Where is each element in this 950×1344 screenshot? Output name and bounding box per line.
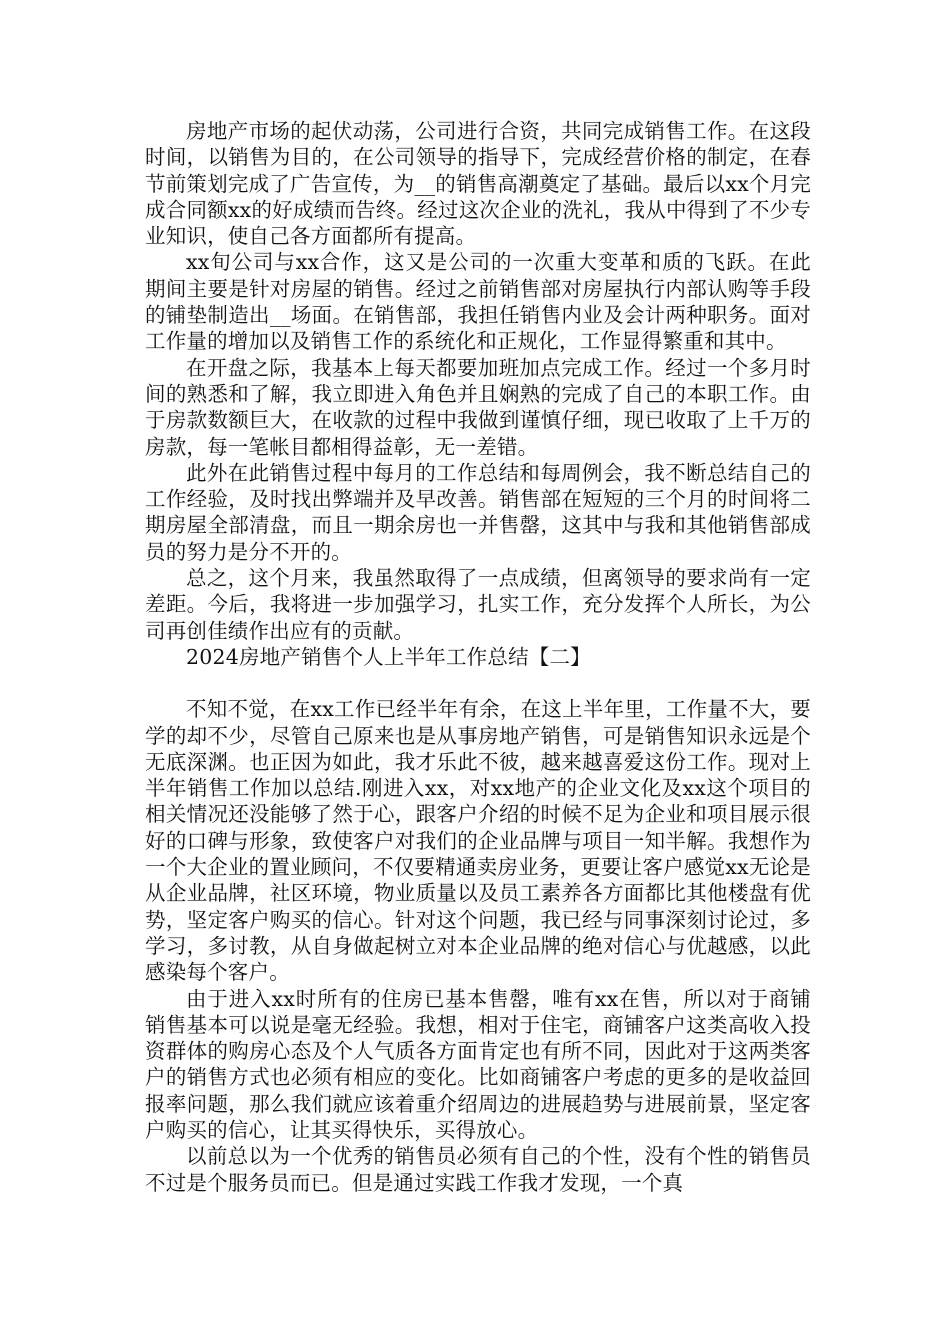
paragraph: 在开盘之际，我基本上每天都要加班加点完成工作。经过一个多月时间的熟悉和了解，我立即进入角色并且娴熟的完成了自己的本职工作。由于房款数额巨大，在收款的过程中我做到谨慎仔细，现已收取了上千万的房款，每一笔帐目都相得益彰，无一差错。 — [145, 355, 811, 459]
paragraph: 房地产市场的起伏动荡，公司进行合资，共同完成销售工作。在这段时间，以销售为目的，在公司领导的指导下，完成经营价格的制定，在春节前策划完成了广告宣传，为__的销售高潮奠定了基础。最后以xx个月完成合同额xx的好成绩而告终。经过这次企业的洗礼，我从中得到了不少专业知识，使自己各方面都所有提高。 — [145, 119, 811, 249]
paragraph: 不知不觉，在xx工作已经半年有余，在这上半年里，工作量不大，要学的却不少，尽管自己原来也是从事房地产销售，可是销售知识永远是个无底深渊。也正因为如此，我才乐此不彼，越来越喜爱这份工作。现对上半年销售工作加以总结.刚进入xx，对xx地产的企业文化及xx这个项目的相关情况还没能够了然于心，跟客户介绍的时候不足为企业和项目展示很好的口碑与形象，致使客户对我们的企业品牌与项目一知半解。我想作为一个大企业的置业顾问，不仅要精通卖房业务，更要让客户感觉xx无论是从企业品牌，社区环境，物业质量以及员工素养各方面都比其他楼盘有优势，坚定客户购买的信心。针对这个问题，我已经与同事深刻讨论过，多学习，多讨教，从自身做起树立对本企业品牌的绝对信心与优越感，以此感染每个客户。 — [145, 697, 811, 985]
paragraph: 由于进入xx时所有的住房已基本售罄，唯有xx在售，所以对于商铺销售基本可以说是毫无经验。我想，相对于住宅，商铺客户这类高收入投资群体的购房心态及个人气质各方面肯定也有所不同，因此对于这两类客户的销售方式也必须有相应的变化。比如商铺客户考虑的更多的是收益回报率问题，那么我们就应该着重介绍周边的进展趋势与进展前景，坚定客户购买的信心，让其买得快乐，买得放心。 — [145, 986, 811, 1142]
paragraph: 以前总以为一个优秀的销售员必须有自己的个性，没有个性的销售员不过是个服务员而已。但是通过实践工作我才发现，一个真 — [145, 1144, 811, 1195]
paragraph: xx旬公司与xx合作，这又是公司的一次重大变革和质的飞跃。在此期间主要是针对房屋的销售。经过之前销售部对房屋执行内部认购等手段的铺垫制造出__场面。在销售部，我担任销售内业及会计两种职务。面对工作量的增加以及销售工作的系统化和正规化，工作显得繁重和其中。 — [145, 250, 811, 354]
section-title: 2024房地产销售个人上半年工作总结【二】 — [186, 644, 591, 669]
paragraph: 总之，这个月来，我虽然取得了一点成绩，但离领导的要求尚有一定差距。今后，我将进一步加强学习，扎实工作，充分发挥个人所长，为公司再创佳绩作出应有的贡献。 — [145, 566, 811, 643]
document-page — [145, 118, 811, 1196]
paragraph: 此外在此销售过程中每月的工作总结和每周例会，我不断总结自己的工作经验，及时找出弊端并及早改善。销售部在短短的三个月的时间将二期房屋全部清盘，而且一期余房也一并售罄，这其中与我和其他销售部成员的努力是分不开的。 — [145, 460, 811, 564]
